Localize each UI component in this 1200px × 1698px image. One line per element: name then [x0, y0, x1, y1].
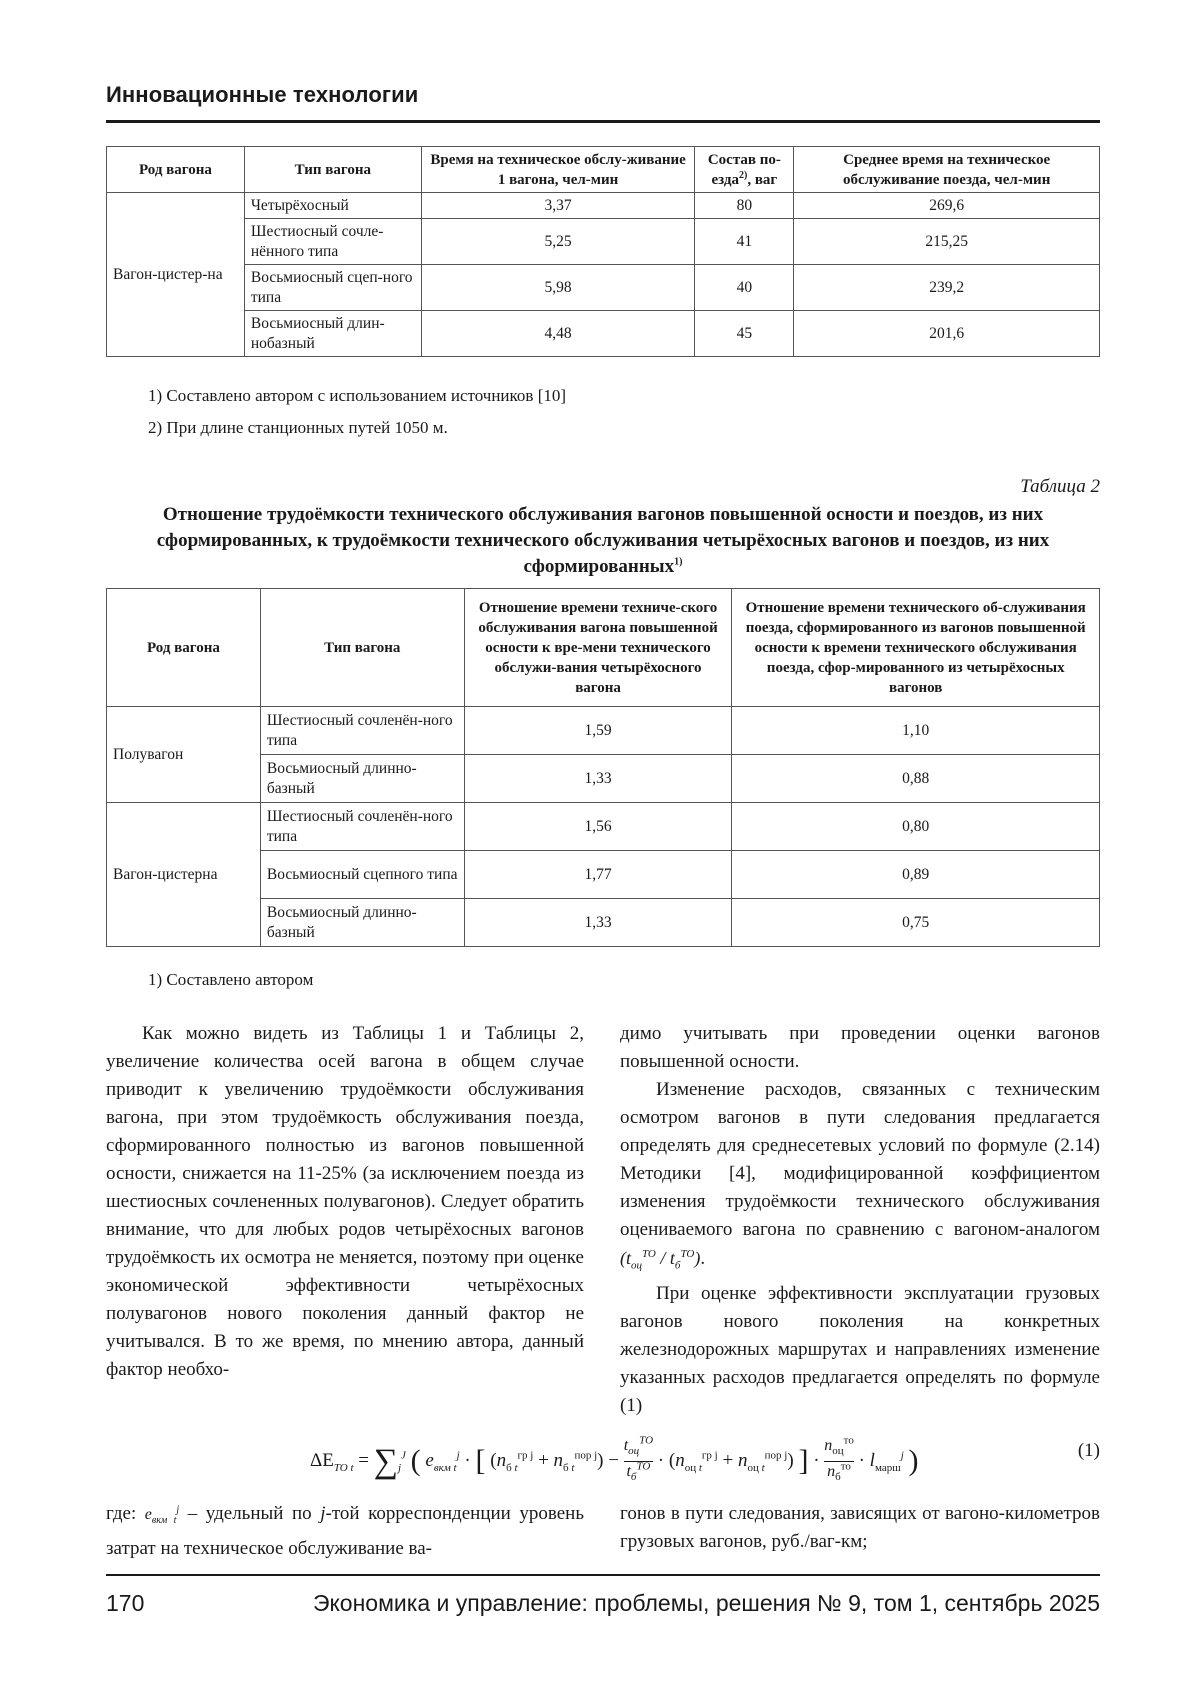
- running-head: Инновационные технологии: [106, 82, 419, 107]
- table-row: [107, 311, 1100, 357]
- type-cell: Шестиосный сочле-нённого типа: [244, 219, 421, 265]
- avg-cell: 269,6: [794, 193, 1100, 219]
- column-header: Тип вагона: [244, 147, 421, 193]
- body-column-left: [106, 1020, 584, 1384]
- body-column-right: [620, 1020, 1100, 1420]
- column-header-text: Состав по-езда: [707, 151, 781, 188]
- type-cell: Четырёхосный: [244, 193, 421, 219]
- column-header: Род вагона: [107, 589, 261, 707]
- column-header: Среднее время на техническое обслуживание поезда, чел-мин: [794, 147, 1100, 193]
- table-row: [107, 193, 1100, 219]
- wagon-ratio-cell: 1,56: [464, 803, 732, 851]
- type-cell: Шестиосный сочленён-ного типа: [260, 707, 464, 755]
- time-cell: 3,37: [421, 193, 695, 219]
- footnote-ref: 1): [674, 556, 683, 568]
- train-ratio-cell: 0,88: [732, 755, 1100, 803]
- size-cell: 41: [695, 219, 794, 265]
- column-header-suffix: , ваг: [747, 171, 778, 188]
- table-2-label: Таблица 2: [1020, 476, 1100, 497]
- table-2-note-1: 1) Составлено автором: [148, 970, 314, 989]
- formula-lhs-sub: TO t: [333, 1461, 354, 1474]
- avg-cell: 215,25: [794, 219, 1100, 265]
- train-ratio-cell: 0,80: [732, 803, 1100, 851]
- train-ratio-cell: 0,89: [732, 851, 1100, 899]
- train-ratio-cell: 0,75: [732, 899, 1100, 947]
- group-cell: Вагон-цистерна: [107, 803, 261, 947]
- table-row: [107, 707, 1100, 755]
- where-clause-right: гонов в пути следования, зависящих от вагоно-километров грузовых вагонов, руб./ваг-км;: [620, 1503, 1100, 1552]
- table-row: [107, 265, 1100, 311]
- type-cell: Восьмиосный длинно-базный: [260, 899, 464, 947]
- table-1: [106, 146, 1100, 357]
- time-cell: 5,25: [421, 219, 695, 265]
- header-rule: [106, 120, 1100, 123]
- time-cell: 4,48: [421, 311, 695, 357]
- column-header: Отношение времени технического об-служивания поезда, сформированного из вагонов повышенной осности к времени технического обслуживания поезда, сфор-мированного из четырёхосных вагонов: [732, 589, 1100, 707]
- page-number: 170: [106, 1590, 145, 1616]
- table-header-row: [107, 147, 1100, 193]
- time-cell: 5,98: [421, 265, 695, 311]
- footnote-ref: 2): [738, 169, 748, 181]
- table-row: [107, 803, 1100, 851]
- type-cell: Восьмиосный длинно-базный: [260, 755, 464, 803]
- size-cell: 45: [695, 311, 794, 357]
- type-cell: Восьмиосный сцеп-ного типа: [244, 265, 421, 311]
- wagon-ratio-cell: 1,33: [464, 755, 732, 803]
- formula-lhs: ΔE: [310, 1450, 334, 1472]
- where-clause-left: где: $e_{вкм t}^j$ – удельный по j-той корреспонденции уровень затрат на техническое обслуживание ва-: [106, 1503, 585, 1560]
- footer-rule: [106, 1574, 1100, 1576]
- column-header: [695, 147, 794, 193]
- column-header: Отношение времени техниче-ского обслуживания вагона повышенной осности к вре-мени технического обслужи-вания четырёхосного вагона: [464, 589, 732, 707]
- group-cell: Полувагон: [107, 707, 261, 803]
- train-ratio-cell: 1,10: [732, 707, 1100, 755]
- table-1-note-1: 1) Составлено автором с использованием источников [10]: [148, 386, 567, 405]
- formula-1: [300, 1410, 1100, 1498]
- wagon-ratio-cell: 1,59: [464, 707, 732, 755]
- formula-expression: $\Delta E_{TO t} = \sum_j^J$ ( $e_{вкм t}^j$ · [ $(n_{б t}^{гр j} + n_{б t}^{пор j})$ − $t_{оц}^{TO}$ $t_б^{TO}$ · $(n_{оц t}^{гр j} + n_{оц t}^{пор j})$ ] · $n_{оц}^{то}$ $n_б^{то}$ · $l_{марш}^j$ ): [310, 1434, 919, 1484]
- paragraph: Изменение расходов, связанных с техническим осмотром вагонов в пути следования предлагается определять для среднесетевых условий по формуле (2.14) Методики [4], модифицированной коэффициентом изменения трудоёмкости технического обслуживания оцениваемого вагона по сравнению с вагоном-аналогом $(t_{оц}^{TO} / t_б^{TO})$.: [620, 1079, 1100, 1272]
- column-header: Род вагона: [107, 147, 245, 193]
- size-cell: 40: [695, 265, 794, 311]
- wagon-ratio-cell: 1,77: [464, 851, 732, 899]
- wagon-ratio-cell: 1,33: [464, 899, 732, 947]
- table-2-title-text: Отношение трудоёмкости технического обслуживания вагонов повышенной осности и поездов, из них сформированных, к трудоёмкости технического обслуживания четырёхосных вагонов и поездов, из них сформированных: [156, 504, 1050, 577]
- where-j: j: [320, 1503, 326, 1524]
- paragraph: Как можно видеть из Таблицы 1 и Таблицы 2, увеличение количества осей вагона в общем случае приводит к увеличению трудоёмкости обслуживания вагона, при этом трудоёмкость обслуживания поезда, сформированного полностью из вагонов повышенной осности, снижается на 11-25% (за исключением поезда из шестиосных сочлененных полувагонов). Следует обратить внимание, что для любых родов четырёхосных вагонов трудоёмкость их осмотра не меняется, поэтому при оценке экономической эффективности четырёхосных полувагонов нового поколения данный фактор не учитывался. В то же время, по мнению автора, данный фактор необхо-: [106, 1023, 584, 1380]
- type-cell: Шестиосный сочленён-ного типа: [260, 803, 464, 851]
- where-prefix: где:: [106, 1503, 137, 1524]
- type-cell: Восьмиосный сцепного типа: [260, 851, 464, 899]
- paragraph-text: Изменение расходов, связанных с техническим осмотром вагонов в пути следования предлагается определять для среднесетевых условий по формуле (2.14) Методики [4], модифицированной коэффициентом изменения трудоёмкости технического обслуживания оцениваемого вагона по сравнению с вагоном-аналогом: [620, 1079, 1100, 1240]
- paragraph: димо учитывать при проведении оценки вагонов повышенной осности.: [620, 1023, 1100, 1072]
- where-text: – удельный по: [187, 1503, 312, 1524]
- journal-title: Экономика и управление: проблемы, решения № 9, том 1, сентябрь 2025: [312, 1590, 1100, 1616]
- equation-number: (1): [1077, 1440, 1100, 1461]
- size-cell: 80: [695, 193, 794, 219]
- table-row: [107, 219, 1100, 265]
- column-header: Время на техническое обслу-живание 1 вагона, чел-мин: [421, 147, 695, 193]
- group-cell: Вагон-цистер-на: [107, 193, 245, 357]
- sum-symbol: ∑: [373, 1443, 398, 1481]
- table-2-title: [106, 502, 1100, 580]
- paragraph: При оценке эффективности эксплуатации грузовых вагонов нового поколения на конкретных железнодорожных маршрутах и направлениях изменение указанных расходов предлагается определять по формуле (1): [620, 1282, 1100, 1416]
- table-1-note-2: 2) При длине станционных путей 1050 м.: [148, 418, 448, 437]
- table-header-row: [107, 589, 1100, 707]
- table-2: [106, 588, 1100, 947]
- avg-cell: 201,6: [794, 311, 1100, 357]
- type-cell: Восьмиосный длин-нобазный: [244, 311, 421, 357]
- where-text: -той корреспонденции уровень затрат на техническое обслуживание ва-: [106, 1503, 585, 1560]
- avg-cell: 239,2: [794, 265, 1100, 311]
- column-header: Тип вагона: [260, 589, 464, 707]
